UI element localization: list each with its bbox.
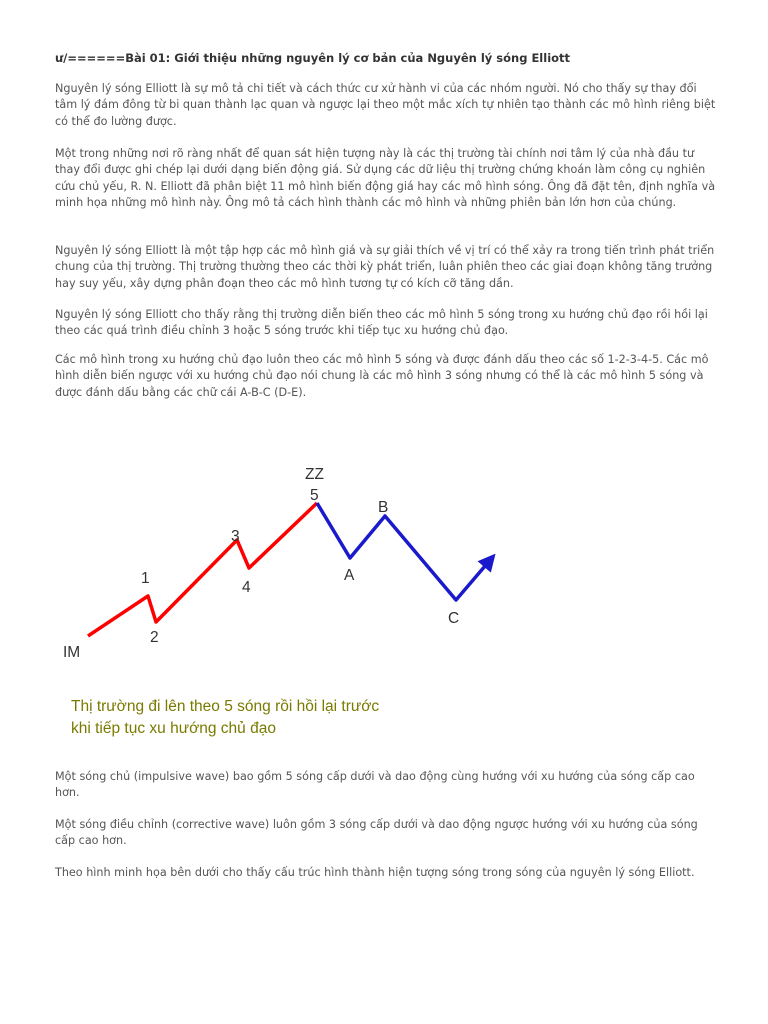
impulse-wave-line xyxy=(88,503,317,636)
label-wave-b: B xyxy=(378,499,389,516)
paragraph-intro: Nguyên lý sóng Elliott là sự mô tả chi tiết và cách thức cư xử hành vi của các nhóm người. Nó cho thấy sự thay đổi tâm lý đám đông từ bi quan thành lạc quan và ngược lại theo một mắc xích tự nhiên tạo thành các mô hình riêng biệt có thể đo lường được. xyxy=(55,82,716,128)
paragraph-pattern-set: Nguyên lý sóng Elliott là một tập hợp các mô hình giá và sự giải thích về vị trí có thể xảy ra trong tiến trình phát triển chung của thị trường. Thị trường thường theo các thời kỳ phát triển, luân phiên theo các giai đoạn không tăng trưởng hay suy yếu, xây dựng phân đoạn theo các mô hình tương tự có kích cỡ tăng dần. xyxy=(55,244,715,290)
label-wave-c: C xyxy=(448,610,460,627)
paragraph-five-waves: Nguyên lý sóng Elliott cho thấy rằng thị trường diễn biến theo các mô hình 5 sóng trong xu hướng chủ đạo rồi hồi lại theo các quá trình điều chỉnh 3 hoặc 5 sóng trước khi tiếp tục xu hướng chủ đạo. xyxy=(55,308,708,338)
paragraph-labeling: Các mô hình trong xu hướng chủ đạo luôn theo các mô hình 5 sóng và được đánh dấu theo các số 1-2-3-4-5. Các mô hình diễn biến ngược với xu hướng chủ đạo nói chung là các mô hình 3 sóng nhưng có thể là các mô hình 5 sóng và được đánh dấu bằng các chữ cái A-B-C (D-E). xyxy=(55,353,709,399)
label-wave-1: 1 xyxy=(141,570,150,587)
label-wave-4: 4 xyxy=(242,579,251,596)
figure-caption-line-1: Thị trường đi lên theo 5 sóng rồi hồi lại trước xyxy=(71,698,380,715)
paragraph-impulsive-wave: Một sóng chủ (impulsive wave) bao gồm 5 sóng cấp dưới và dao động cùng hướng với xu hướng của sóng cấp cao hơn. xyxy=(55,770,695,800)
label-wave-3: 3 xyxy=(231,528,240,545)
elliott-wave-figure xyxy=(55,455,505,745)
label-wave-2: 2 xyxy=(150,629,159,646)
paragraph-corrective-wave: Một sóng điều chỉnh (corrective wave) luôn gồm 3 sóng cấp dưới và dao động ngược hướng với xu hướng của sóng cấp cao hơn. xyxy=(55,818,698,848)
paragraph-wave-structure: Theo hình minh họa bên dưới cho thấy cấu trúc hình thành hiện tượng sóng trong sóng của nguyên lý sóng Elliott. xyxy=(55,866,695,879)
label-wave-a: A xyxy=(344,567,355,584)
label-im: IM xyxy=(63,644,81,661)
document-title: ư/======Bài 01: Giới thiệu những nguyên lý cơ bản của Nguyên lý sóng Elliott xyxy=(55,51,571,65)
correction-wave-line xyxy=(317,503,491,600)
figure-caption-line-2: khi tiếp tục xu hướng chủ đạo xyxy=(71,720,276,737)
label-wave-5: 5 xyxy=(310,487,319,504)
label-zz: ZZ xyxy=(305,466,324,483)
paragraph-markets: Một trong những nơi rõ ràng nhất để quan sát hiện tượng này là các thị trường tài chính nơi tâm lý của nhà đầu tư thay đổi được ghi chép lại dưới dạng biến động giá. Sử dụng các dữ liệu thị trường chứng khoán làm công cụ nghiên cứu chủ yếu, R. N. Elliott đã phân biệt 11 mô hình biến động giá hay các mô hình sóng. Ông đã đặt tên, định nghĩa và minh họa những mô hình này. Ông mô tả cách hình thành các mô hình và những phiên bản lớn hơn của chúng. xyxy=(55,147,716,209)
